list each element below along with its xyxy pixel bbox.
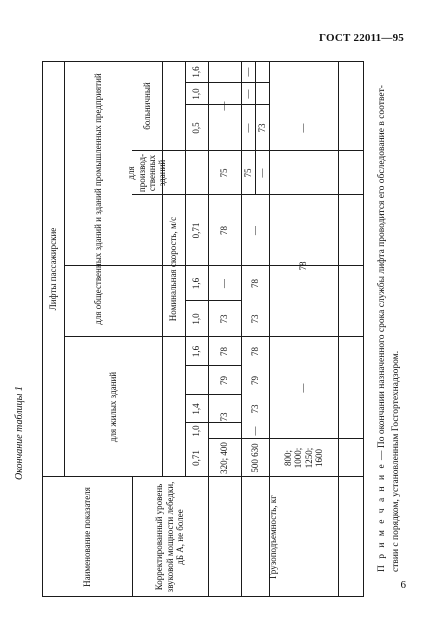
table-note-line-1 — [377, 85, 387, 572]
row-param-label: Корректированный уровень звуковой мощности лебедки, дБ А, не более — [154, 481, 186, 593]
table-cell: 73 — [219, 412, 230, 422]
speed-value: 1,6 — [191, 345, 202, 358]
speed-header: Номинальная скорость, м/с — [168, 216, 179, 322]
speed-value: 1,6 — [191, 66, 202, 78]
residential-header: для жилых зданий — [107, 371, 118, 443]
table-cell: — — [219, 279, 230, 288]
table-cell: 78 — [249, 279, 260, 288]
document-number: ГОСТ 22011—95 — [319, 32, 404, 44]
table-continuation-caption: Окончание таблицы 1 — [14, 386, 25, 480]
speed-value: 0,5 — [191, 122, 202, 134]
table-note-line-2: ствии с порядком, установленным Госгортехнадзором. — [391, 350, 401, 572]
param-header: Наименование показателя — [81, 487, 92, 587]
capacity-value: 800; 1000; 1250; 1600 — [282, 447, 324, 469]
table-cell: — — [249, 226, 260, 235]
grid-line — [255, 61, 256, 195]
table-cell: 79 — [249, 376, 260, 385]
table-cell: 78 — [219, 347, 230, 356]
note-text: — По окончании назначенного срока службы лифта проводится его обследование в соответ- — [377, 85, 387, 463]
speed-value: 1,0 — [191, 88, 202, 100]
capacity-value: 320; 400 — [219, 442, 230, 474]
production-header: для производ- ственных зданий — [126, 153, 168, 193]
lift-noise-table — [42, 61, 364, 597]
passenger-lifts-header: Лифты пассажирские — [47, 227, 58, 311]
speed-value: 0,71 — [191, 450, 202, 466]
table-cell: 73 — [256, 123, 267, 133]
table-cell: — — [242, 89, 253, 99]
speed-value: 1,6 — [191, 277, 202, 290]
table-cell: — — [242, 67, 253, 77]
table-border-bottom — [363, 61, 364, 597]
table-cell: 75 — [219, 168, 230, 178]
table-cell: — — [298, 123, 309, 133]
table-cell: — — [298, 383, 309, 393]
table-cell: 73 — [219, 314, 230, 324]
speed-value: 1,0 — [191, 313, 202, 325]
table-cell: — — [219, 101, 230, 111]
table-cell: — — [242, 123, 253, 133]
table-cell: 78 — [298, 261, 309, 271]
speed-value: 1,0 — [191, 425, 202, 437]
speed-value: 0,71 — [191, 222, 202, 239]
table-cell: — — [249, 426, 260, 436]
table-cell: 79 — [219, 376, 230, 385]
table-cell: 78 — [249, 347, 260, 356]
capacity-label: Грузоподъемность, кг — [267, 495, 278, 579]
table-cell: — — [256, 168, 267, 178]
public-industrial-header: для общественных зданий и зданий промышленных предприятий — [92, 73, 103, 325]
capacity-value: 500 630 — [249, 443, 260, 473]
note-label: П р и м е ч а н и е — [377, 462, 387, 572]
table-cell: 78 — [219, 226, 230, 235]
table-cell: 75 — [242, 168, 253, 178]
table-cell: 73 — [249, 314, 260, 324]
table-cell: 73 — [249, 404, 260, 414]
grid-line — [338, 61, 339, 597]
speed-value: 1,4 — [191, 403, 202, 415]
page-number: 6 — [400, 579, 406, 591]
hospital-header: больничный — [141, 82, 152, 130]
